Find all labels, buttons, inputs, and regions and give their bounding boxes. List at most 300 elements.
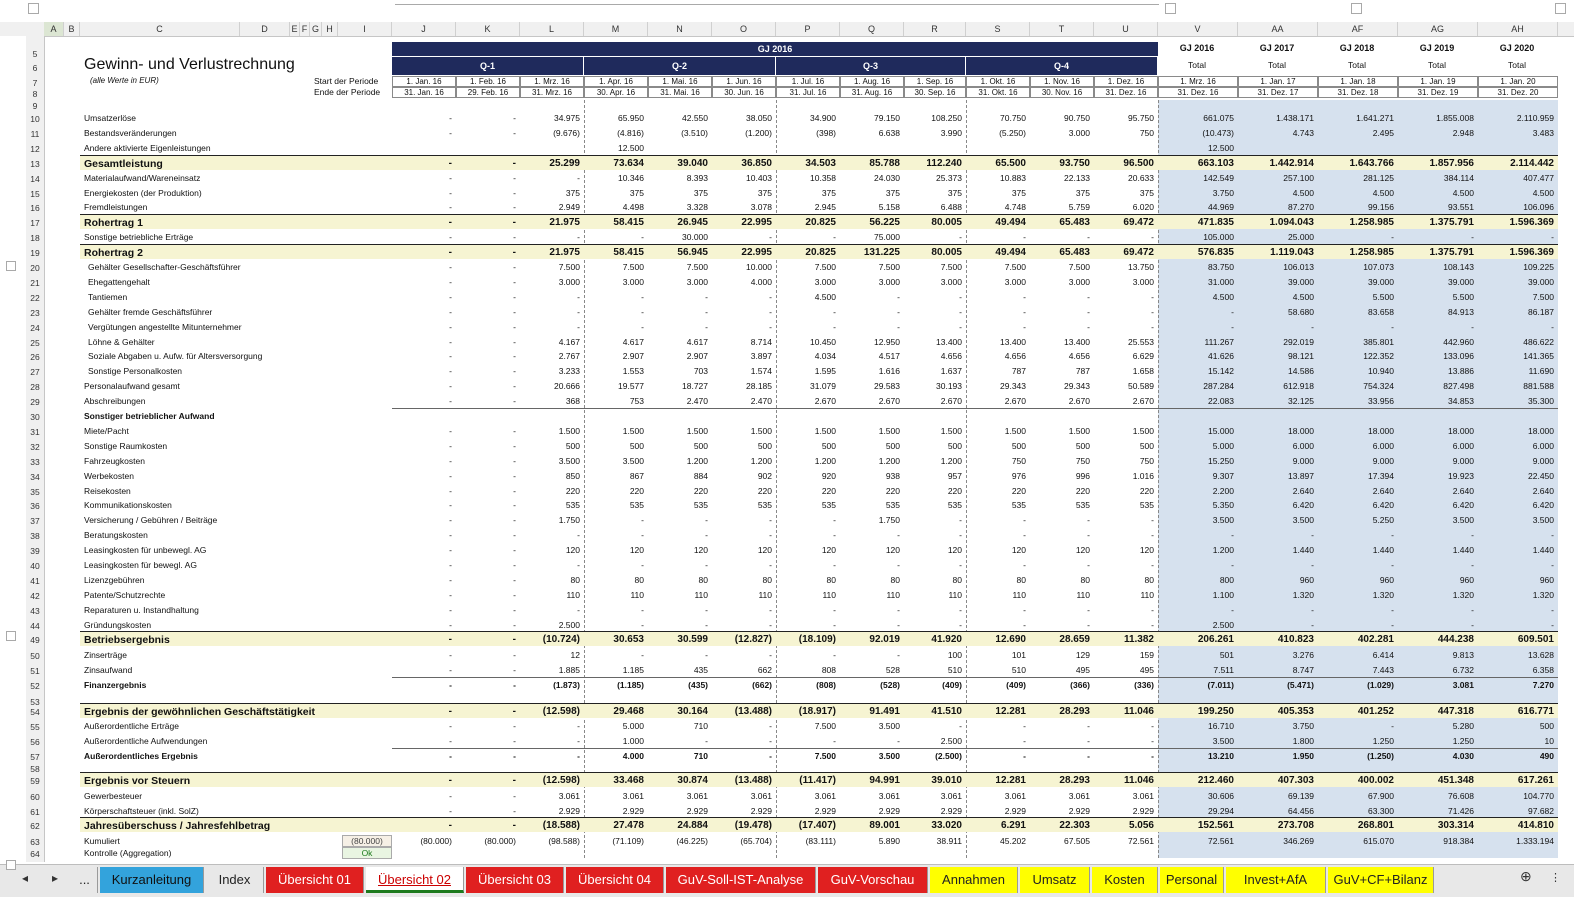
value-cell[interactable]: 2.470 <box>686 396 708 407</box>
value-cell[interactable]: 750 <box>1011 455 1026 466</box>
scroll-right-icon[interactable]: ▸ <box>52 871 59 885</box>
value-cell[interactable]: - <box>833 530 836 541</box>
value-cell[interactable]: - <box>897 619 900 630</box>
value-cell[interactable]: 500 <box>629 440 644 451</box>
value-cell[interactable]: 1.500 <box>686 425 708 436</box>
value-cell[interactable]: - <box>513 751 516 761</box>
value-cell[interactable]: 1.500 <box>558 425 580 436</box>
value-cell[interactable]: 2.670 <box>1004 396 1026 407</box>
value-cell[interactable]: 17.394 <box>1368 470 1394 481</box>
value-cell[interactable]: 41.920 <box>931 634 962 645</box>
row-number[interactable]: 7 <box>32 78 38 88</box>
sheet-tab[interactable]: Index <box>206 867 264 893</box>
value-cell[interactable]: 400.002 <box>1357 775 1394 786</box>
value-cell[interactable]: 7.270 <box>1532 680 1554 690</box>
value-cell[interactable]: 1.857.956 <box>1429 157 1474 169</box>
value-cell[interactable]: - <box>513 530 516 541</box>
value-cell[interactable]: 960 <box>1459 574 1474 585</box>
value-cell[interactable]: - <box>449 574 452 585</box>
value-cell[interactable]: - <box>449 113 452 123</box>
value-cell[interactable]: - <box>833 736 836 746</box>
value-cell[interactable]: - <box>769 306 772 317</box>
value-cell[interactable]: 2.670 <box>1068 396 1090 407</box>
value-cell[interactable]: 7.500 <box>1004 262 1026 272</box>
value-cell[interactable]: 70.750 <box>1000 113 1026 123</box>
value-cell[interactable]: - <box>1391 604 1394 615</box>
value-cell[interactable]: 110 <box>1140 589 1154 600</box>
value-cell[interactable]: - <box>513 485 516 496</box>
value-cell[interactable]: - <box>705 619 708 630</box>
value-cell[interactable]: 39.000 <box>1288 276 1314 287</box>
value-cell[interactable]: 444.238 <box>1437 634 1474 645</box>
row-number[interactable]: 28 <box>30 382 40 393</box>
value-cell[interactable]: 63.300 <box>1368 806 1394 816</box>
value-cell[interactable]: 287.284 <box>1203 381 1234 392</box>
value-cell[interactable]: 80 <box>1080 574 1090 585</box>
value-cell[interactable]: - <box>577 172 580 183</box>
value-cell[interactable]: - <box>513 721 516 731</box>
column-header-a[interactable]: A <box>44 22 64 36</box>
row-number[interactable]: 49 <box>30 635 40 645</box>
value-cell[interactable]: 67.900 <box>1368 791 1394 801</box>
value-cell[interactable]: - <box>577 560 580 570</box>
value-cell[interactable]: 407.303 <box>1277 775 1314 786</box>
value-cell[interactable]: 617.261 <box>1517 775 1554 786</box>
value-cell[interactable]: - <box>959 515 962 526</box>
value-cell[interactable]: 79.150 <box>874 113 900 123</box>
value-cell[interactable]: 1.200 <box>878 455 900 466</box>
value-cell[interactable]: - <box>833 619 836 630</box>
value-cell[interactable]: 80 <box>1144 574 1154 585</box>
column-header-p[interactable]: P <box>776 22 840 36</box>
value-cell[interactable]: (18.917) <box>798 706 836 717</box>
value-cell[interactable]: 2.945 <box>814 202 836 213</box>
column-header-d[interactable]: D <box>240 22 290 36</box>
value-cell[interactable]: - <box>449 806 452 816</box>
value-cell[interactable]: 3.061 <box>1068 791 1090 801</box>
value-cell[interactable]: 93.551 <box>1448 202 1474 213</box>
row-number[interactable]: 38 <box>30 531 40 542</box>
value-cell[interactable]: (98.588) <box>548 836 580 846</box>
value-cell[interactable]: 10.450 <box>810 336 836 347</box>
value-cell[interactable]: - <box>959 560 962 570</box>
value-cell[interactable]: - <box>897 650 900 660</box>
value-cell[interactable]: - <box>1087 515 1090 526</box>
value-cell[interactable]: 3.500 <box>878 721 900 731</box>
value-cell[interactable]: 3.061 <box>1004 791 1026 801</box>
value-cell[interactable]: (17.407) <box>798 820 836 831</box>
value-cell[interactable]: - <box>1391 619 1394 630</box>
value-cell[interactable]: 2.640 <box>1532 485 1554 496</box>
value-cell[interactable]: - <box>833 560 836 570</box>
value-cell[interactable]: - <box>1231 604 1234 615</box>
value-cell[interactable]: 1.250 <box>1372 736 1394 746</box>
value-cell[interactable]: 918.384 <box>1443 836 1474 846</box>
value-cell[interactable]: 2.907 <box>622 351 644 362</box>
value-cell[interactable]: 84.913 <box>1448 306 1474 317</box>
value-cell[interactable]: 34.900 <box>810 113 836 123</box>
value-cell[interactable]: (3.510) <box>681 127 708 138</box>
value-cell[interactable]: - <box>1231 560 1234 570</box>
value-cell[interactable]: 442.960 <box>1443 336 1474 347</box>
value-cell[interactable]: - <box>1087 321 1090 332</box>
value-cell[interactable]: 1.200 <box>940 455 962 466</box>
value-cell[interactable]: - <box>513 321 516 332</box>
value-cell[interactable]: - <box>769 650 772 660</box>
value-cell[interactable]: 120 <box>885 545 900 556</box>
value-cell[interactable]: 1.616 <box>878 366 900 377</box>
value-cell[interactable]: 1.320 <box>1292 589 1314 600</box>
column-header-ah[interactable]: AH <box>1478 22 1558 36</box>
value-cell[interactable]: - <box>449 336 452 347</box>
value-cell[interactable]: 938 <box>885 470 900 481</box>
value-cell[interactable]: 27.478 <box>613 820 644 831</box>
row-number[interactable]: 5 <box>32 49 38 59</box>
value-cell[interactable]: 24.884 <box>677 820 708 831</box>
value-cell[interactable]: 609.501 <box>1517 634 1554 645</box>
value-cell[interactable]: 6.420 <box>1532 500 1554 511</box>
value-cell[interactable]: 4.500 <box>1292 291 1314 302</box>
value-cell[interactable]: - <box>449 232 452 243</box>
value-cell[interactable]: 30.193 <box>936 381 962 392</box>
value-cell[interactable]: 75.000 <box>874 232 900 243</box>
value-cell[interactable]: 3.061 <box>750 791 772 801</box>
value-cell[interactable]: - <box>449 127 452 138</box>
value-cell[interactable]: - <box>959 291 962 302</box>
value-cell[interactable]: 257.100 <box>1283 172 1314 183</box>
value-cell[interactable]: 212.460 <box>1197 775 1234 786</box>
value-cell[interactable]: 10.346 <box>618 172 644 183</box>
value-cell[interactable]: 281.125 <box>1363 172 1394 183</box>
value-cell[interactable]: 80 <box>698 574 708 585</box>
value-cell[interactable]: 3.000 <box>622 276 644 287</box>
value-cell[interactable]: 1.000 <box>622 736 644 746</box>
row-number[interactable]: 44 <box>30 620 40 631</box>
value-cell[interactable]: 93.750 <box>1059 157 1090 169</box>
value-cell[interactable]: - <box>449 291 452 302</box>
value-cell[interactable]: - <box>577 232 580 243</box>
value-cell[interactable]: 19.923 <box>1448 470 1474 481</box>
value-cell[interactable]: - <box>448 634 452 645</box>
value-cell[interactable]: 451.348 <box>1437 775 1474 786</box>
value-cell[interactable]: - <box>577 321 580 332</box>
column-header-n[interactable]: N <box>648 22 712 36</box>
value-cell[interactable]: - <box>513 470 516 481</box>
value-cell[interactable]: 2.200 <box>1212 485 1234 496</box>
value-cell[interactable]: 616.771 <box>1517 706 1554 717</box>
value-cell[interactable]: 36.850 <box>741 157 772 169</box>
value-cell[interactable]: - <box>1023 530 1026 541</box>
value-cell[interactable]: 576.835 <box>1197 247 1234 259</box>
value-cell[interactable]: 4.517 <box>878 351 900 362</box>
value-cell[interactable]: 2.640 <box>1372 485 1394 496</box>
value-cell[interactable]: 3.328 <box>686 202 708 213</box>
value-cell[interactable]: 4.500 <box>814 291 836 302</box>
row-number[interactable]: 18 <box>30 233 40 244</box>
value-cell[interactable]: - <box>449 515 452 526</box>
value-cell[interactable]: - <box>449 262 452 272</box>
value-cell[interactable]: 120 <box>693 545 708 556</box>
value-cell[interactable]: (409) <box>942 680 962 690</box>
value-cell[interactable]: 881.588 <box>1523 381 1554 392</box>
tab-bar-menu-icon[interactable]: ⋮ <box>1550 872 1561 884</box>
value-cell[interactable]: - <box>641 321 644 332</box>
value-cell[interactable]: - <box>513 604 516 615</box>
value-cell[interactable]: 56.945 <box>677 247 708 259</box>
outline-collapse-button[interactable] <box>1351 3 1362 14</box>
value-cell[interactable]: 375 <box>693 187 708 198</box>
value-cell[interactable]: 3.000 <box>1132 276 1154 287</box>
value-cell[interactable]: 220 <box>821 485 836 496</box>
value-cell[interactable]: 22.995 <box>741 247 772 259</box>
value-cell[interactable]: 501 <box>1219 650 1234 660</box>
row-number[interactable]: 13 <box>30 158 40 169</box>
sheet-tab[interactable]: Kosten <box>1092 867 1158 893</box>
value-cell[interactable]: 9.000 <box>1532 455 1554 466</box>
value-cell[interactable]: 375 <box>885 187 900 198</box>
row-number[interactable]: 60 <box>30 792 40 802</box>
value-cell[interactable]: (11.417) <box>799 775 836 786</box>
value-cell[interactable]: - <box>449 351 452 362</box>
value-cell[interactable]: 108.250 <box>931 113 962 123</box>
sheet-tab[interactable]: Übersicht 03 <box>466 867 564 893</box>
value-cell[interactable]: - <box>448 157 452 169</box>
value-cell[interactable]: 1.258.985 <box>1349 247 1394 259</box>
value-cell[interactable]: 4.498 <box>622 202 644 213</box>
row-number[interactable]: 36 <box>30 501 40 512</box>
value-cell[interactable]: 28.659 <box>1059 634 1090 645</box>
value-cell[interactable]: 33.468 <box>613 775 644 786</box>
value-cell[interactable]: 80 <box>634 574 644 585</box>
value-cell[interactable]: 11.046 <box>1123 706 1154 717</box>
sheet-tab[interactable]: Übersicht 01 <box>266 867 364 893</box>
value-cell[interactable]: 6.420 <box>1372 500 1394 511</box>
value-cell[interactable]: - <box>1023 736 1026 746</box>
value-cell[interactable]: - <box>769 560 772 570</box>
value-cell[interactable]: 10 <box>1544 736 1554 746</box>
value-cell[interactable]: 6.488 <box>940 202 962 213</box>
column-header-b[interactable]: B <box>64 22 80 36</box>
value-cell[interactable]: 1.320 <box>1372 589 1394 600</box>
row-number[interactable]: 31 <box>30 426 40 437</box>
value-cell[interactable]: 510 <box>947 665 962 675</box>
value-cell[interactable]: 500 <box>821 440 836 451</box>
value-cell[interactable]: - <box>1151 619 1154 630</box>
value-cell[interactable]: 80 <box>570 574 580 585</box>
value-cell[interactable]: - <box>449 589 452 600</box>
scroll-left-icon[interactable]: ◂ <box>22 871 29 885</box>
value-cell[interactable]: 120 <box>1075 545 1090 556</box>
value-cell[interactable]: 1.440 <box>1532 545 1554 556</box>
value-cell[interactable]: 5.500 <box>1372 291 1394 302</box>
row-number[interactable]: 27 <box>30 367 40 378</box>
value-cell[interactable]: - <box>513 515 516 526</box>
value-cell[interactable]: 34.975 <box>554 113 580 123</box>
value-cell[interactable]: - <box>1023 751 1026 761</box>
value-cell[interactable]: 1.500 <box>750 425 772 436</box>
value-cell[interactable]: 500 <box>1075 440 1090 451</box>
value-cell[interactable]: 6.638 <box>878 127 900 138</box>
value-cell[interactable]: 13.897 <box>1288 470 1314 481</box>
value-cell[interactable]: 1.950 <box>1292 751 1314 761</box>
value-cell[interactable]: 3.000 <box>558 276 580 287</box>
value-cell[interactable]: - <box>449 500 452 511</box>
value-cell[interactable]: 2.767 <box>558 351 580 362</box>
value-cell[interactable]: (4.816) <box>617 127 644 138</box>
value-cell[interactable]: (662) <box>752 680 772 690</box>
value-cell[interactable]: 18.000 <box>1528 425 1554 436</box>
value-cell[interactable]: 1.643.766 <box>1349 157 1394 169</box>
value-cell[interactable]: - <box>1391 232 1394 243</box>
value-cell[interactable]: 612.918 <box>1283 381 1314 392</box>
value-cell[interactable]: 13.400 <box>1000 336 1026 347</box>
value-cell[interactable]: - <box>513 202 516 213</box>
value-cell[interactable]: 1.438.171 <box>1276 113 1314 123</box>
value-cell[interactable]: 535 <box>693 500 708 511</box>
value-cell[interactable]: 111.267 <box>1204 336 1234 347</box>
value-cell[interactable]: 615.070 <box>1363 836 1394 846</box>
value-cell[interactable]: 500 <box>693 440 708 451</box>
row-number[interactable]: 63 <box>30 837 40 847</box>
value-cell[interactable]: 2.640 <box>1292 485 1314 496</box>
value-cell[interactable]: - <box>449 485 452 496</box>
value-cell[interactable]: 2.670 <box>1132 396 1154 407</box>
value-cell[interactable]: - <box>513 455 516 466</box>
value-cell[interactable]: 65.500 <box>995 157 1026 169</box>
value-cell[interactable]: 273.708 <box>1277 820 1314 831</box>
value-cell[interactable]: 3.500 <box>1212 736 1234 746</box>
value-cell[interactable]: - <box>513 262 516 272</box>
value-cell[interactable]: 3.750 <box>1292 721 1314 731</box>
value-cell[interactable]: - <box>1391 321 1394 332</box>
value-cell[interactable]: 120 <box>947 545 962 556</box>
value-cell[interactable]: - <box>769 619 772 630</box>
value-cell[interactable]: 7.500 <box>814 751 836 761</box>
value-cell[interactable]: - <box>513 351 516 362</box>
value-cell[interactable]: 2.640 <box>1452 485 1474 496</box>
value-cell[interactable]: 3.061 <box>940 791 962 801</box>
value-cell[interactable]: 65.483 <box>1059 247 1090 259</box>
value-cell[interactable]: 750 <box>1139 127 1154 138</box>
value-cell[interactable]: - <box>1151 560 1154 570</box>
value-cell[interactable]: 1.800 <box>1292 736 1314 746</box>
value-cell[interactable]: - <box>641 650 644 660</box>
value-cell[interactable]: - <box>769 321 772 332</box>
value-cell[interactable]: 11.690 <box>1528 366 1554 377</box>
value-cell[interactable]: 7.500 <box>1068 262 1090 272</box>
value-cell[interactable]: 69.472 <box>1123 217 1154 229</box>
value-cell[interactable]: 3.990 <box>940 127 962 138</box>
value-cell[interactable]: 3.500 <box>558 455 580 466</box>
value-cell[interactable]: 4.656 <box>940 351 962 362</box>
value-cell[interactable]: 142.549 <box>1203 172 1234 183</box>
row-number[interactable]: 34 <box>30 471 40 482</box>
value-cell[interactable]: - <box>1151 321 1154 332</box>
value-cell[interactable]: - <box>1471 321 1474 332</box>
value-cell[interactable]: 7.443 <box>1372 665 1394 675</box>
value-cell[interactable]: 22.303 <box>1059 820 1090 831</box>
value-cell[interactable]: - <box>1551 604 1554 615</box>
value-cell[interactable]: - <box>449 751 452 761</box>
value-cell[interactable]: - <box>513 545 516 556</box>
value-cell[interactable]: 3.500 <box>1452 515 1474 526</box>
value-cell[interactable]: 29.294 <box>1208 806 1234 816</box>
value-cell[interactable]: - <box>577 306 580 317</box>
value-cell[interactable]: 18.727 <box>682 381 708 392</box>
value-cell[interactable]: 45.202 <box>1000 836 1026 846</box>
value-cell[interactable]: - <box>705 736 708 746</box>
value-cell[interactable]: - <box>513 665 516 675</box>
value-cell[interactable]: 2.110.959 <box>1516 113 1554 123</box>
value-cell[interactable]: 220 <box>1139 485 1154 496</box>
value-cell[interactable]: - <box>448 706 452 717</box>
value-cell[interactable]: - <box>1311 619 1314 630</box>
value-cell[interactable]: 58.415 <box>613 247 644 259</box>
value-cell[interactable]: 4.743 <box>1292 127 1314 138</box>
value-cell[interactable]: 30.874 <box>677 775 708 786</box>
value-cell[interactable]: - <box>1023 321 1026 332</box>
value-cell[interactable]: - <box>513 425 516 436</box>
value-cell[interactable]: - <box>1151 306 1154 317</box>
value-cell[interactable]: 97.682 <box>1528 806 1554 816</box>
value-cell[interactable]: 3.078 <box>750 202 772 213</box>
value-cell[interactable]: - <box>1087 530 1090 541</box>
value-cell[interactable]: 3.750 <box>1212 187 1234 198</box>
value-cell[interactable]: - <box>705 321 708 332</box>
value-cell[interactable]: 141.365 <box>1523 351 1554 362</box>
value-cell[interactable]: - <box>449 721 452 731</box>
value-cell[interactable]: 2.495 <box>1372 127 1394 138</box>
value-cell[interactable]: 80 <box>1016 574 1026 585</box>
value-cell[interactable]: - <box>1391 560 1394 570</box>
value-cell[interactable]: - <box>1087 736 1090 746</box>
value-cell[interactable]: 10.000 <box>746 262 772 272</box>
sheet-tab[interactable]: Personal <box>1160 867 1224 893</box>
value-cell[interactable]: 3.500 <box>1292 515 1314 526</box>
value-cell[interactable]: 29.343 <box>1000 381 1026 392</box>
value-cell[interactable]: 2.929 <box>878 806 900 816</box>
sheet-tab[interactable]: Umsatz <box>1020 867 1090 893</box>
row-number[interactable]: 58 <box>30 764 40 774</box>
value-cell[interactable]: - <box>513 232 516 243</box>
value-cell[interactable]: 122.352 <box>1363 351 1394 362</box>
value-cell[interactable]: 292.019 <box>1283 336 1314 347</box>
value-cell[interactable]: 15.142 <box>1208 366 1234 377</box>
value-cell[interactable]: 3.897 <box>750 351 772 362</box>
value-cell[interactable]: 12.500 <box>618 142 644 153</box>
value-cell[interactable]: 12.500 <box>1208 142 1234 153</box>
value-cell[interactable]: (1.250) <box>1367 751 1394 761</box>
value-cell[interactable]: (12.598) <box>542 775 580 786</box>
value-cell[interactable]: 34.853 <box>1448 396 1474 407</box>
value-cell[interactable]: 67.505 <box>1064 836 1090 846</box>
value-cell[interactable]: - <box>449 680 452 690</box>
value-cell[interactable]: - <box>641 306 644 317</box>
value-cell[interactable]: 80.005 <box>931 217 962 229</box>
value-cell[interactable]: - <box>1551 619 1554 630</box>
value-cell[interactable]: 4.030 <box>1452 751 1474 761</box>
value-cell[interactable]: 10.403 <box>746 172 772 183</box>
value-cell[interactable]: 960 <box>1379 574 1394 585</box>
value-cell[interactable]: 500 <box>565 440 580 451</box>
value-cell[interactable]: 29.583 <box>874 381 900 392</box>
outline-button[interactable] <box>6 631 16 641</box>
value-cell[interactable]: 1.500 <box>814 425 836 436</box>
value-cell[interactable]: 414.810 <box>1517 820 1554 831</box>
value-cell[interactable]: 4.167 <box>558 336 580 347</box>
row-number[interactable]: 56 <box>30 737 40 747</box>
value-cell[interactable]: 32.125 <box>1288 396 1314 407</box>
